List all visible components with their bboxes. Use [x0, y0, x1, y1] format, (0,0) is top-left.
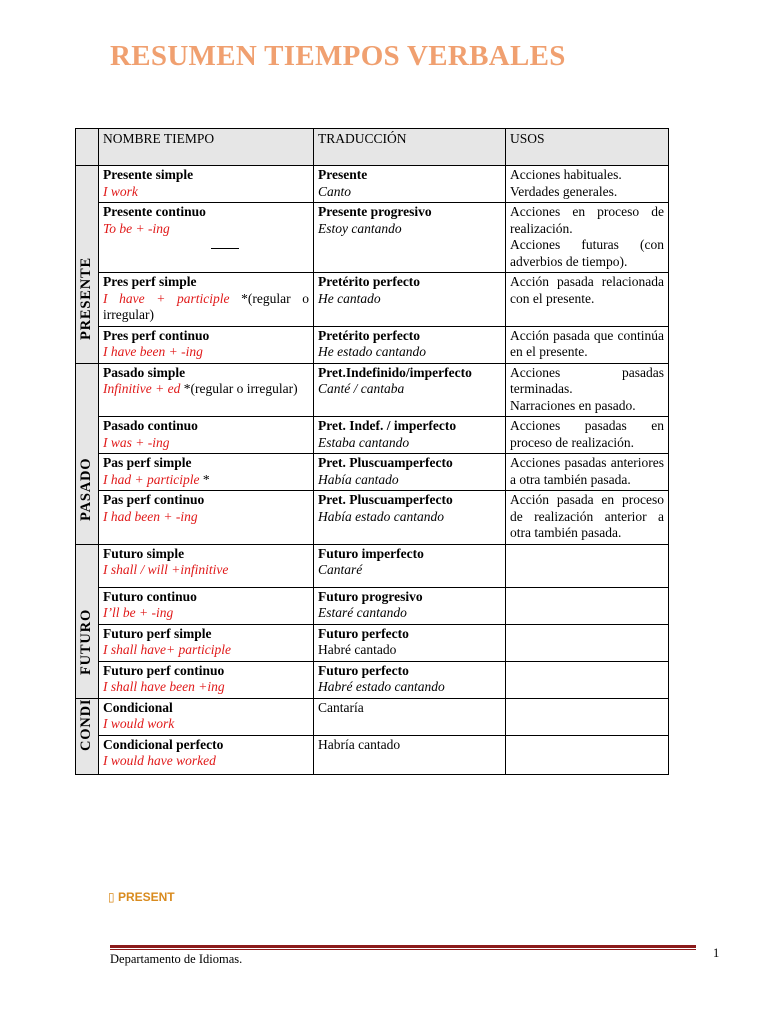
translation-cell: [314, 735, 506, 774]
tense-cell: [99, 203, 314, 273]
table-row: [76, 454, 669, 491]
tense-form-note: *: [199, 471, 210, 487]
tense-name: Futuro perf continuo: [103, 662, 225, 678]
translation-form: Estaré cantando: [318, 605, 407, 620]
table-row: [76, 326, 669, 363]
translation-form: Estaba cantando: [318, 434, 410, 450]
usos-text: Acciones pasadas anteriores a otra también pasada.: [510, 455, 664, 487]
usos-cell: [506, 454, 669, 491]
translation-name: Pretérito perfecto: [318, 274, 421, 289]
usos-cell: [506, 273, 669, 327]
tense-name: Futuro perf simple: [103, 625, 212, 641]
translation-name: Futuro imperfecto: [318, 545, 424, 561]
usos-text: Acciones en proceso de realización. Acciones futuras (con adverbios de tiempo).: [510, 204, 664, 269]
tense-form: Infinitive + ed: [103, 381, 181, 396]
tense-form: I’ll be + -ing: [103, 605, 174, 620]
translation-cell: [314, 417, 506, 454]
usos-text: Acción pasada en proceso de realización anterior a otra también pasada.: [510, 492, 664, 540]
footer-rule-thick: [110, 945, 696, 948]
translation-cell: [314, 491, 506, 545]
translation-name: Pret. Pluscuamperfecto: [318, 455, 453, 470]
usos-text: Acciones habituales. Verdades generales.: [510, 167, 622, 199]
translation-form: Canto: [318, 183, 352, 199]
tense-form: To be + -ing: [103, 220, 170, 236]
tense-name: Presente continuo: [103, 204, 206, 219]
translation-name: Pret.Indefinido/imperfecto: [318, 364, 472, 380]
translation-cell: [314, 624, 506, 661]
translation-cell: [314, 698, 506, 735]
tense-cell: [99, 698, 314, 735]
translation-name: Pret. Pluscuamperfecto: [318, 492, 453, 507]
tense-name: Pres perf continuo: [103, 327, 210, 343]
usos-cell: [506, 735, 669, 774]
usos-cell: [506, 417, 669, 454]
translation-form: Estoy cantando: [318, 220, 402, 236]
footer-text: Departamento de Idiomas.: [110, 952, 243, 966]
translation-name: Presente: [318, 167, 368, 182]
tense-cell: [99, 363, 314, 417]
group-pasado-cell: [76, 363, 99, 544]
footer-rule-thin: [110, 949, 696, 950]
translation-form: Había estado cantando: [318, 508, 444, 524]
tense-name: Pas perf continuo: [103, 492, 205, 507]
translation-name: Pretérito perfecto: [318, 327, 421, 343]
tense-form: I have + participle: [103, 290, 230, 306]
table-row: [76, 417, 669, 454]
translation-form: He estado cantando: [318, 344, 426, 359]
translation-cell: [314, 326, 506, 363]
table-row: [76, 273, 669, 327]
translation-cell: [314, 544, 506, 587]
tense-form: I had + participle: [103, 471, 200, 487]
group-presente-cell: [76, 166, 99, 364]
tense-form: I shall / will +infinitive: [103, 562, 229, 577]
usos-cell: [506, 587, 669, 624]
tense-cell: [99, 624, 314, 661]
translation-form: Cantaré: [318, 562, 363, 577]
usos-text: Acción pasada que continúa en el presente.: [510, 327, 664, 359]
usos-cell: [506, 326, 669, 363]
tense-cell: [99, 326, 314, 363]
header-usos: USOS: [506, 129, 669, 166]
usos-cell: [506, 203, 669, 273]
tense-form: I shall have+ participle: [103, 642, 231, 657]
page-number: 1: [713, 946, 720, 960]
tense-cell: [99, 417, 314, 454]
tense-form: I shall have been +ing: [103, 679, 225, 694]
verb-tenses-table: [75, 128, 669, 775]
table-row: [76, 624, 669, 661]
tense-form: I work: [103, 183, 138, 199]
usos-text: Acciones pasadas en proceso de realización.: [510, 418, 664, 450]
table-row: [76, 491, 669, 545]
usos-cell: [506, 661, 669, 698]
usos-cell: [506, 698, 669, 735]
tense-name: Pasado simple: [103, 364, 186, 380]
table-header-row: [76, 129, 669, 166]
group-label-condi: CONDI: [78, 698, 94, 751]
translation-cell: [314, 166, 506, 203]
tense-name: Condicional: [103, 699, 173, 715]
table-row: [76, 363, 669, 417]
usos-cell: [506, 544, 669, 587]
translation-form: Habré cantado: [318, 642, 397, 657]
usos-cell: [506, 491, 669, 545]
table-row: [76, 587, 669, 624]
translation-name: Futuro perfecto: [318, 625, 409, 641]
tense-cell: [99, 491, 314, 545]
tense-cell: [99, 544, 314, 587]
usos-cell: [506, 363, 669, 417]
translation-form: Habré estado cantando: [318, 679, 445, 694]
translation-cell: [314, 454, 506, 491]
tense-form: I have been + -ing: [103, 344, 203, 359]
table-row: [76, 203, 669, 273]
translation-form: Canté / cantaba: [318, 381, 405, 396]
tense-name: Pres perf simple: [103, 274, 197, 289]
translation-name: Pret. Indef. / imperfecto: [318, 418, 457, 433]
tense-form: I would work: [103, 716, 175, 731]
translation-name: Presente progresivo: [318, 204, 432, 219]
header-traduccion: TRADUCCIÓN: [314, 129, 506, 166]
tense-form: I was + -ing: [103, 434, 170, 450]
table-row: [76, 661, 669, 698]
tense-form: I had been + -ing: [103, 508, 198, 524]
tense-name: Pas perf simple: [103, 455, 192, 470]
header-nombre-tiempo: NOMBRE TIEMPO: [99, 129, 314, 166]
group-label-futuro: FUTURO: [78, 608, 94, 675]
tense-cell: [99, 735, 314, 774]
header-corner-cell: [76, 129, 99, 166]
table-row: [76, 166, 669, 203]
translation-cell: [314, 363, 506, 417]
translation-name: Futuro progresivo: [318, 588, 423, 604]
tense-cell: [99, 166, 314, 203]
tense-name: Pasado continuo: [103, 418, 198, 433]
translation-form: Había cantado: [318, 471, 399, 487]
translation-name: Cantaría: [318, 699, 364, 715]
tense-name: Condicional perfecto: [103, 736, 224, 752]
tense-name: Futuro continuo: [103, 588, 197, 604]
translation-cell: [314, 273, 506, 327]
usos-cell: [506, 624, 669, 661]
blank-line: [211, 240, 239, 249]
tense-form-note: *(regular o irregular): [180, 381, 298, 396]
tense-cell: [99, 587, 314, 624]
tense-cell: [99, 454, 314, 491]
tense-cell: [99, 273, 314, 327]
usos-text: Acción pasada relacionada con el presente.: [510, 274, 664, 306]
tense-form-note: *(regular o irregular): [103, 290, 309, 322]
table-row: [76, 698, 669, 735]
table-row: [76, 544, 669, 587]
tense-name: Presente simple: [103, 167, 194, 182]
translation-form: He cantado: [318, 290, 381, 306]
tense-cell: [99, 661, 314, 698]
translation-cell: [314, 587, 506, 624]
table-row: [76, 735, 669, 774]
group-futuro-cell: [76, 544, 99, 698]
tense-name: Futuro simple: [103, 545, 185, 561]
group-label-presente: PRESENTE: [78, 257, 94, 340]
translation-cell: [314, 661, 506, 698]
document-title: RESUMEN TIEMPOS VERBALES: [110, 40, 566, 72]
translation-name: Futuro perfecto: [318, 662, 409, 678]
present-heading: ▯ PRESENT: [108, 890, 175, 904]
tense-form: I would have worked: [103, 753, 216, 768]
translation-cell: [314, 203, 506, 273]
usos-text: Acciones pasadas terminadas. Narraciones en pasado.: [510, 364, 664, 413]
translation-name: Habría cantado: [318, 736, 401, 752]
group-condi-cell: [76, 698, 99, 774]
usos-cell: [506, 166, 669, 203]
group-label-pasado: PASADO: [78, 457, 94, 521]
